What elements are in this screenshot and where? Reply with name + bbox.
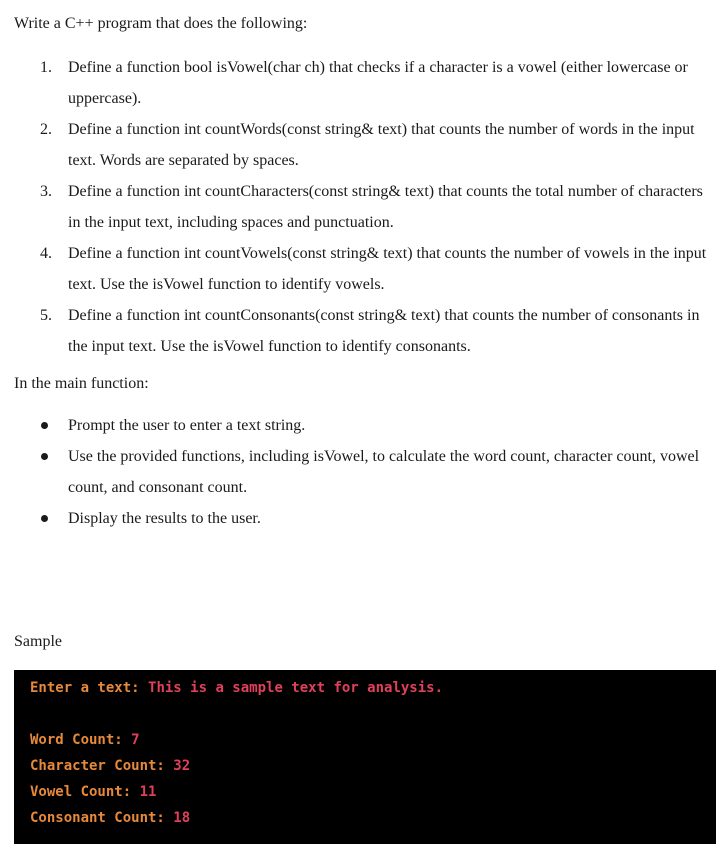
bullet-icon — [41, 422, 48, 429]
list-number: 2. — [40, 121, 52, 138]
result-label: Consonant Count: — [30, 810, 174, 826]
list-item-text: Define a function int countVowels(const string& text) that counts the number of vowels in the input text. Use the isVowel function to identify vowels. — [68, 245, 707, 293]
intro-text: Write a C++ program that does the following: — [14, 15, 308, 32]
list-item — [14, 300, 714, 362]
list-item-text: Define a function int countConsonants(const string& text) that counts the number of consonants in the input text. Use the isVowel function to identify consonants. — [68, 307, 700, 355]
list-item — [14, 441, 714, 503]
terminal-result-line — [30, 808, 190, 828]
bullet-icon — [41, 453, 48, 460]
main-function-heading: In the main function: — [14, 375, 149, 392]
list-item — [14, 176, 714, 238]
sample-output-terminal — [14, 670, 716, 844]
list-item — [14, 410, 714, 441]
list-item — [14, 503, 714, 534]
list-item-text: Define a function int countCharacters(const string& text) that counts the total number of characters in the input text, including spaces and punctuation. — [68, 183, 703, 231]
terminal-prompt-input: This is a sample text for analysis. — [148, 680, 444, 696]
list-item-text: Use the provided functions, including isVowel, to calculate the word count, character count, vowel count, and consonant count. — [68, 448, 700, 496]
terminal-result-line — [30, 730, 140, 750]
result-value: 11 — [139, 784, 157, 800]
requirements-list — [14, 52, 714, 362]
result-label: Vowel Count: — [30, 784, 140, 800]
list-item-text: Define a function int countWords(const string& text) that counts the number of words in the input text. Words are separated by spaces. — [68, 121, 695, 169]
list-item — [14, 114, 714, 176]
terminal-result-line — [30, 782, 156, 802]
list-item-text: Display the results to the user. — [68, 510, 261, 527]
list-number: 1. — [40, 59, 52, 76]
result-value: 32 — [173, 758, 191, 774]
list-item-text: Define a function bool isVowel(char ch) that checks if a character is a vowel (either lowercase or uppercase). — [68, 59, 688, 107]
list-item-text: Prompt the user to enter a text string. — [68, 417, 306, 434]
terminal-result-line — [30, 756, 190, 776]
list-number: 4. — [40, 245, 52, 262]
terminal-prompt-line — [30, 678, 443, 698]
result-value: 18 — [173, 810, 191, 826]
list-item — [14, 238, 714, 300]
list-item — [14, 52, 714, 114]
terminal-prompt-label: Enter a text: — [30, 680, 149, 696]
bullet-icon — [41, 515, 48, 522]
list-number: 5. — [40, 307, 52, 324]
result-value: 7 — [131, 732, 140, 748]
list-number: 3. — [40, 183, 52, 200]
sample-heading: Sample — [14, 633, 62, 650]
result-label: Word Count: — [30, 732, 132, 748]
main-tasks-list — [14, 410, 714, 534]
result-label: Character Count: — [30, 758, 174, 774]
